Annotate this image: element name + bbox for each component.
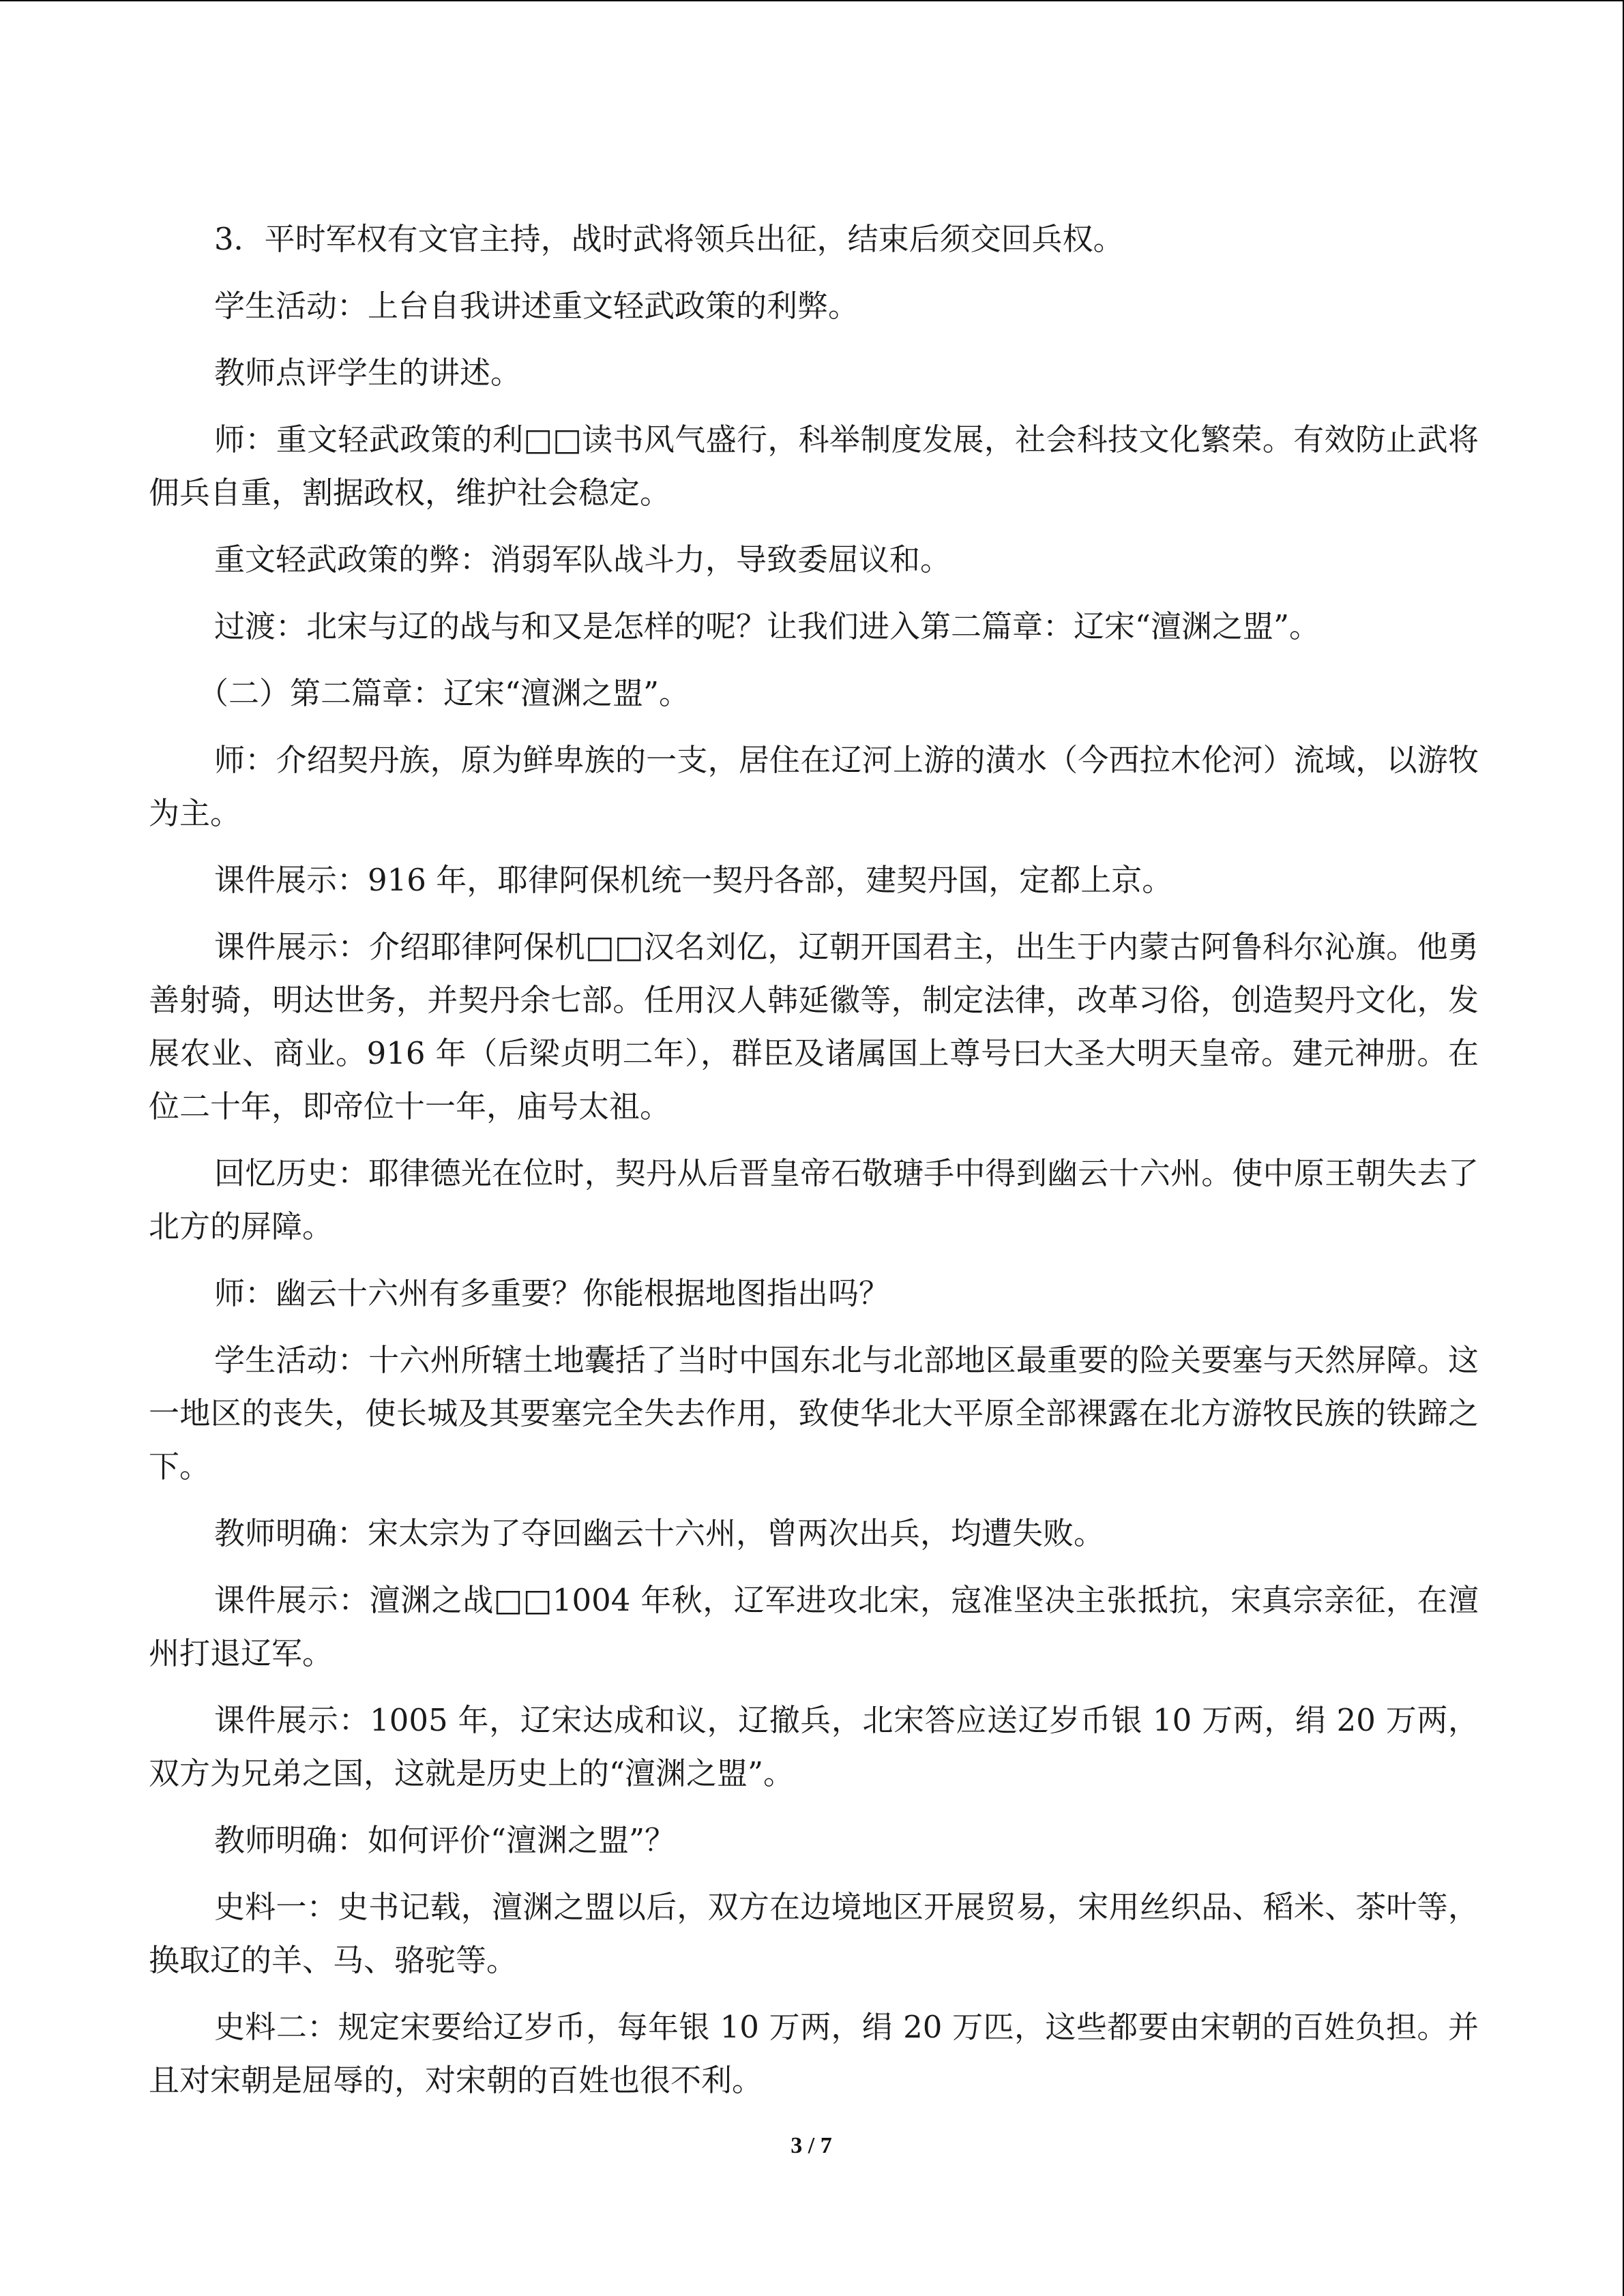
paragraph: 教师点评学生的讲述。 bbox=[214, 355, 522, 391]
paragraph: 3．平时军权有文官主持，战时武将领兵出征，结束后须交回兵权。 bbox=[214, 221, 1124, 257]
paragraph: 过渡：北宋与辽的战与和又是怎样的呢？让我们进入第二篇章：辽宋“澶渊之盟”。 bbox=[214, 608, 1320, 644]
paragraph: 师：介绍契丹族，原为鲜卑族的一支，居住在辽河上游的潢水（今西拉木伦河）流域，以游牧为主。 bbox=[149, 742, 1479, 831]
paragraph: 课件展示：916 年，耶律阿保机统一契丹各部，建契丹国，定都上京。 bbox=[214, 862, 1173, 898]
page-number: 3 / 7 bbox=[791, 2133, 832, 2158]
paragraph: 史料二：规定宋要给辽岁币，每年银 10 万两，绢 20 万匹，这些都要由宋朝的百姓负担。并且对宋朝是屈辱的，对宋朝的百姓也很不利。 bbox=[149, 2009, 1479, 2098]
paragraph: 重文轻武政策的弊：消弱军队战斗力，导致委屈议和。 bbox=[214, 541, 951, 578]
paragraph: 师：重文轻武政策的利□□读书风气盛行，科举制度发展，社会科技文化繁荣。有效防止武将佣兵自重，割据政权，维护社会稳定。 bbox=[149, 421, 1479, 511]
section-heading: （二）第二篇章：辽宋“澶渊之盟”。 bbox=[198, 675, 690, 711]
paragraph: 师：幽云十六州有多重要？你能根据地图指出吗？ bbox=[214, 1275, 890, 1311]
paragraph: 学生活动：十六州所辖土地囊括了当时中国东北与北部地区最重要的险关要塞与天然屏障。这一地区的丧失，使长城及其要塞完全失去作用，致使华北大平原全部裸露在北方游牧民族的铁蹄之下。 bbox=[149, 1342, 1479, 1485]
paragraph: 学生活动：上台自我讲述重文轻武政策的利弊。 bbox=[214, 288, 859, 324]
paragraph: 史料一：史书记载，澶渊之盟以后，双方在边境地区开展贸易，宋用丝织品、稻米、茶叶等，换取辽的羊、马、骆驼等。 bbox=[149, 1889, 1479, 1978]
paragraph: 教师明确：如何评价“澶渊之盟”？ bbox=[214, 1822, 676, 1858]
paragraph: 课件展示：1005 年，辽宋达成和议，辽撤兵，北宋答应送辽岁币银 10 万两，绢 20 万两，双方为兄弟之国，这就是历史上的“澶渊之盟”。 bbox=[149, 1702, 1479, 1791]
document-body bbox=[149, 213, 1479, 2121]
paragraph: 教师明确：宋太宗为了夺回幽云十六州，曾两次出兵，均遭失败。 bbox=[214, 1515, 1105, 1551]
paragraph: 课件展示：澶渊之战□□1004 年秋，辽军进攻北宋，寇准坚决主张抵抗，宋真宗亲征，在澶州打退辽军。 bbox=[149, 1582, 1479, 1671]
paragraph: 课件展示：介绍耶律阿保机□□汉名刘亿，辽朝开国君主，出生于内蒙古阿鲁科尔沁旗。他勇善射骑，明达世务，并契丹余七部。任用汉人韩延徽等，制定法律，改革习俗，创造契丹文化，发展农业、商业。916 年（后梁贞明二年），群臣及诸属国上尊号曰大圣大明天皇帝。建元神册。在位二十年，即帝位十一年，庙号太祖。 bbox=[149, 929, 1479, 1124]
paragraph: 回忆历史：耶律德光在位时，契丹从后晋皇帝石敬瑭手中得到幽云十六州。使中原王朝失去了北方的屏障。 bbox=[149, 1155, 1479, 1244]
